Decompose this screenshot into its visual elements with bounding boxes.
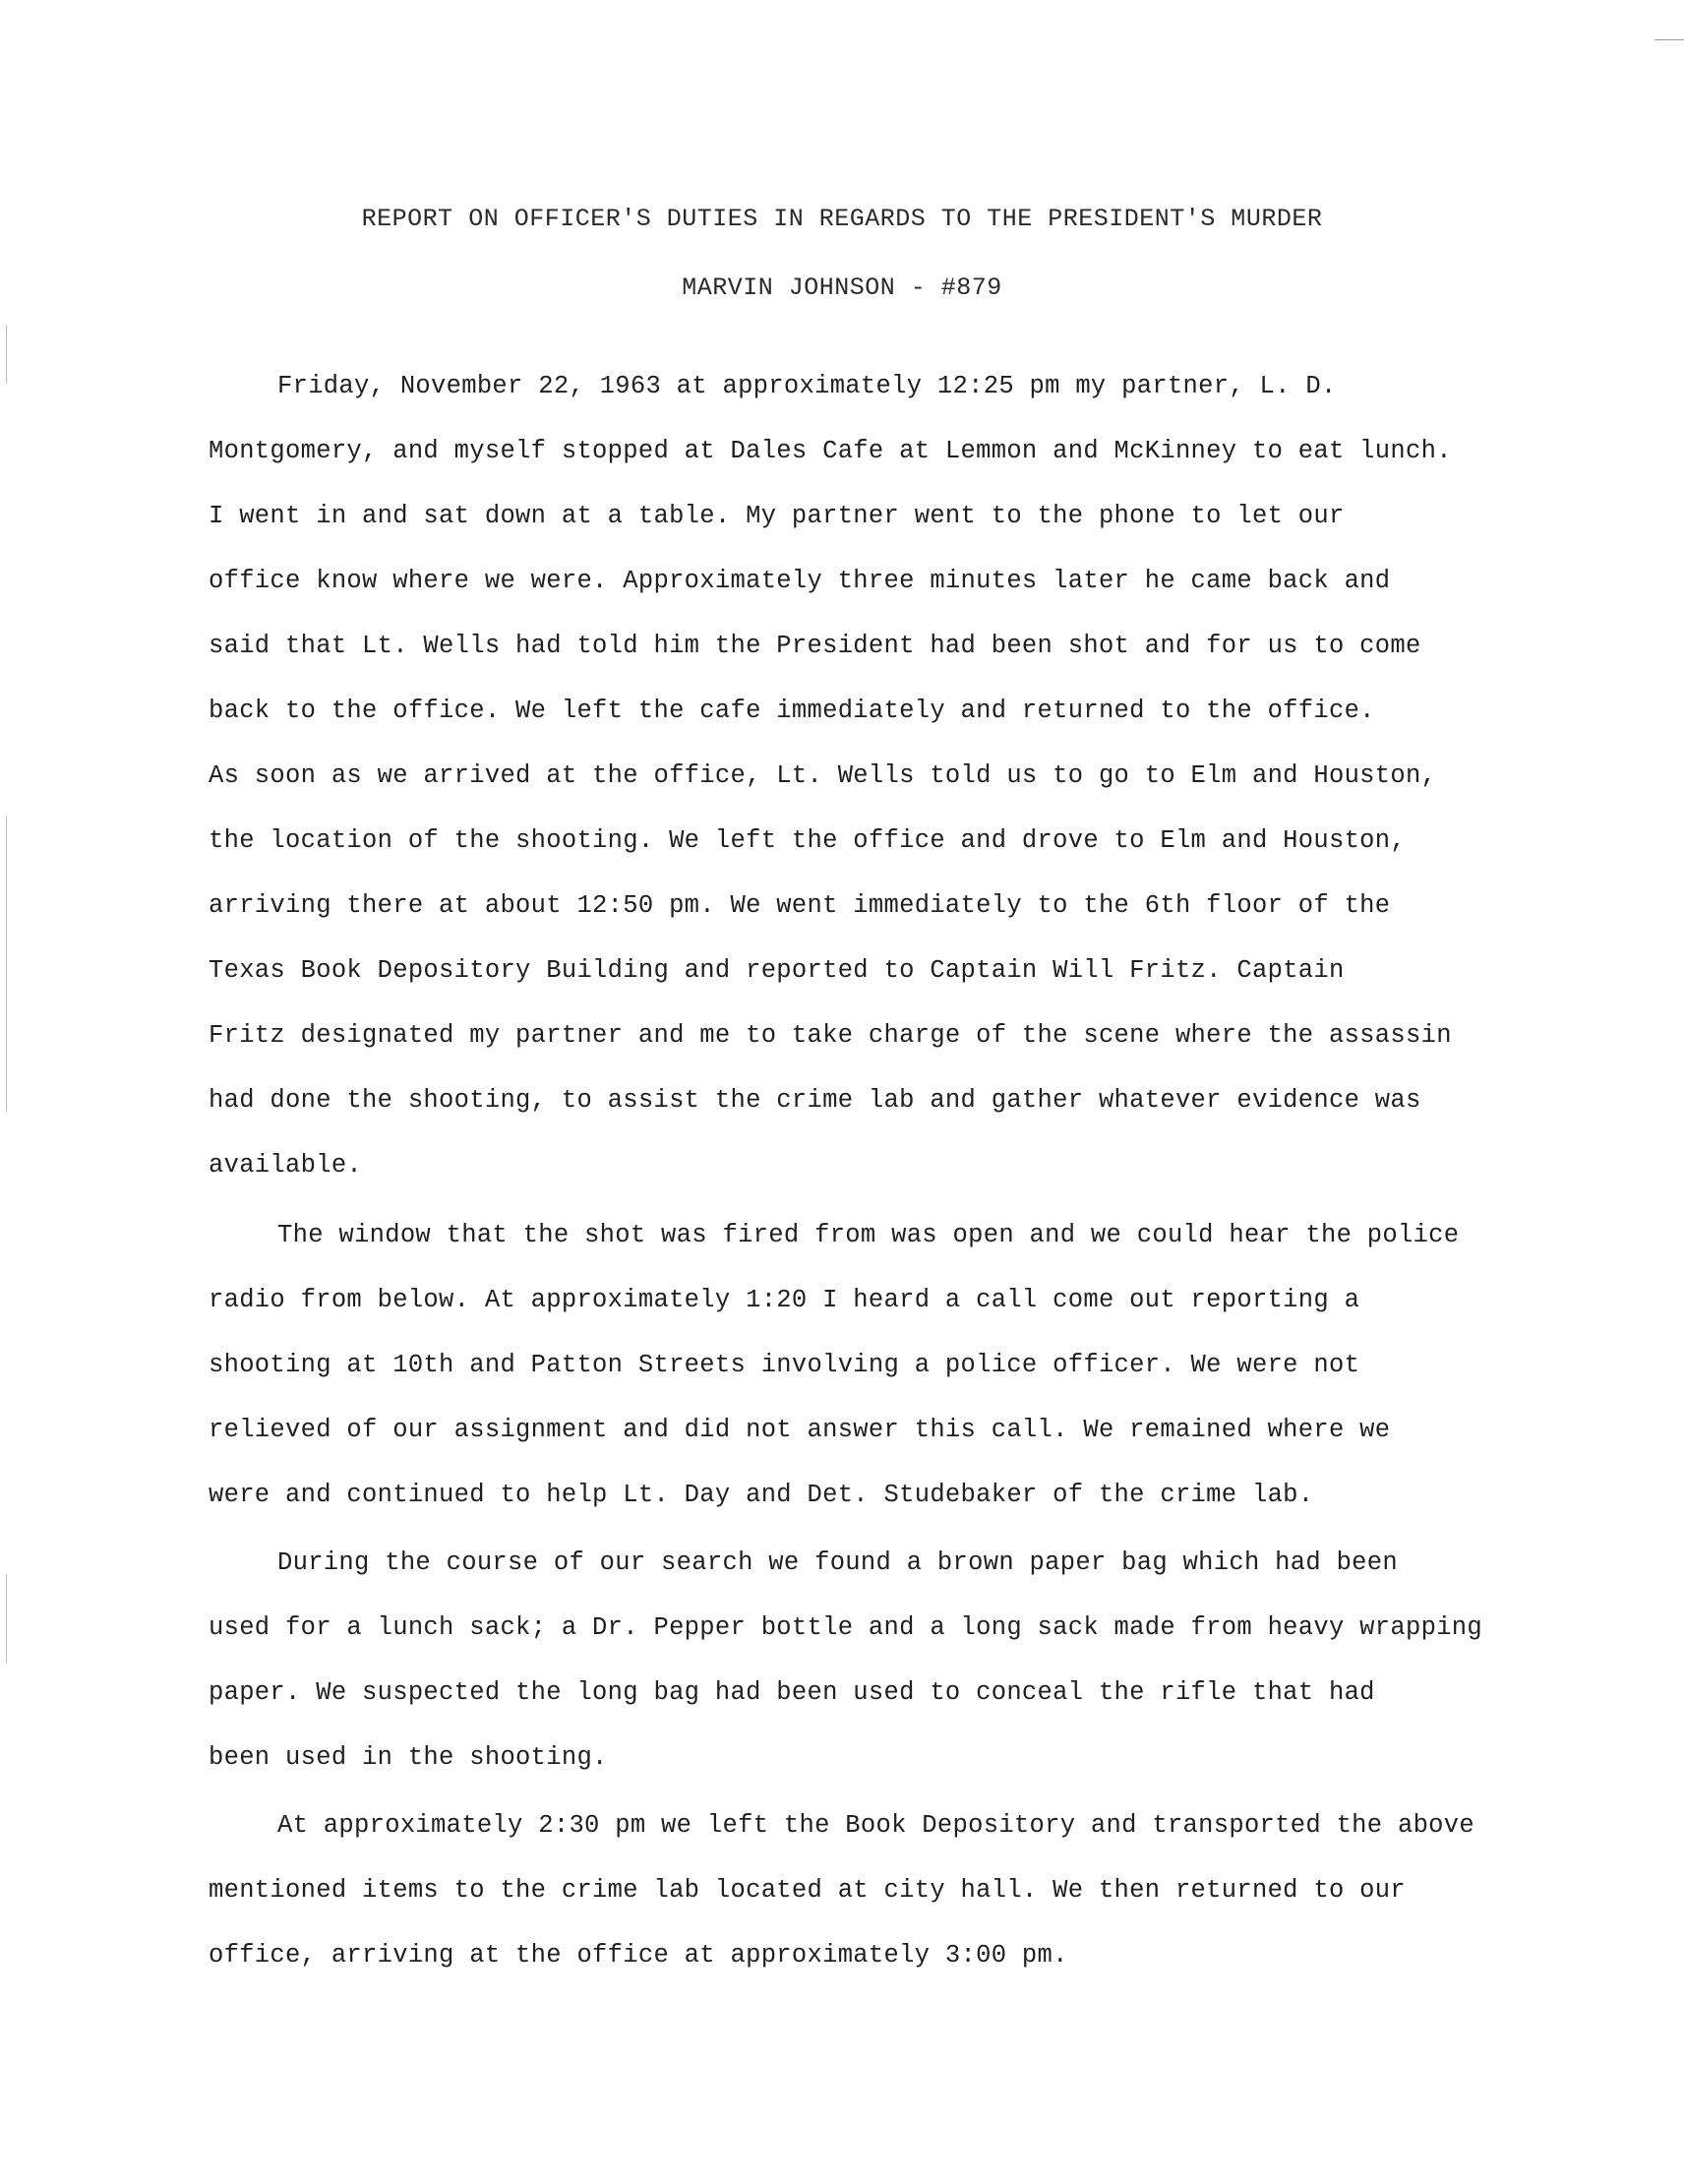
text-line: available. <box>209 1151 363 1180</box>
text-line: had done the shooting, to assist the crime lab and gather whatever evidence was <box>209 1086 1421 1115</box>
text-line: relieved of our assignment and did not answer this call. We remained where we <box>209 1416 1391 1444</box>
text-line: said that Lt. Wells had told him the President had been shot and for us to come <box>209 632 1421 660</box>
text-line: Fritz designated my partner and me to take charge of the scene where the assassin <box>209 1021 1452 1050</box>
text-line: shooting at 10th and Patton Streets involving a police officer. We were not <box>209 1351 1360 1379</box>
text-line: office, arriving at the office at approximately 3:00 pm. <box>209 1941 1068 1970</box>
scan-mark <box>1654 39 1684 40</box>
text-line: The window that the shot was fired from was open and we could hear the police <box>277 1221 1460 1249</box>
text-line: During the course of our search we found a brown paper bag which had been <box>277 1548 1398 1577</box>
text-line: Texas Book Depository Building and reported to Captain Will Fritz. Captain <box>209 956 1345 985</box>
text-line: office know where we were. Approximately three minutes later he came back and <box>209 567 1391 595</box>
paragraph-4 <box>209 1793 1566 1988</box>
text-line: been used in the shooting. <box>209 1743 608 1772</box>
paragraph-3 <box>209 1531 1566 1790</box>
text-line: At approximately 2:30 pm we left the Book Depository and transported the above <box>277 1811 1474 1840</box>
text-line: mentioned items to the crime lab located at city hall. We then returned to our <box>209 1876 1406 1905</box>
scan-edge-mark <box>6 325 7 384</box>
paragraph-1 <box>209 354 1566 1198</box>
scan-edge-mark <box>6 817 7 1112</box>
text-line: I went in and sat down at a table. My partner went to the phone to let our <box>209 502 1345 530</box>
text-line: paper. We suspected the long bag had been used to conceal the rifle that had <box>209 1678 1375 1707</box>
text-line: arriving there at about 12:50 pm. We went immediately to the 6th floor of the <box>209 891 1391 920</box>
text-line: back to the office. We left the cafe immediately and returned to the office. <box>209 697 1375 725</box>
report-title: REPORT ON OFFICER'S DUTIES IN REGARDS TO THE PRESIDENT'S MURDER <box>361 205 1323 233</box>
text-line: Montgomery, and myself stopped at Dales Cafe at Lemmon and McKinney to eat lunch. <box>209 437 1452 465</box>
text-line: used for a lunch sack; a Dr. Pepper bottle and a long sack made from heavy wrapping <box>209 1613 1483 1642</box>
scan-edge-mark <box>6 1574 7 1663</box>
text-line: radio from below. At approximately 1:20 I heard a call come out reporting a <box>209 1286 1360 1314</box>
text-line: were and continued to help Lt. Day and Det. Studebaker of the crime lab. <box>209 1481 1314 1509</box>
paragraph-2 <box>209 1203 1566 1528</box>
report-author: MARVIN JOHNSON - #879 <box>682 273 1002 302</box>
text-line: As soon as we arrived at the office, Lt. Wells told us to go to Elm and Houston, <box>209 761 1437 790</box>
text-line: Friday, November 22, 1963 at approximately 12:25 pm my partner, L. D. <box>277 372 1337 400</box>
text-line: the location of the shooting. We left the office and drove to Elm and Houston, <box>209 826 1406 855</box>
